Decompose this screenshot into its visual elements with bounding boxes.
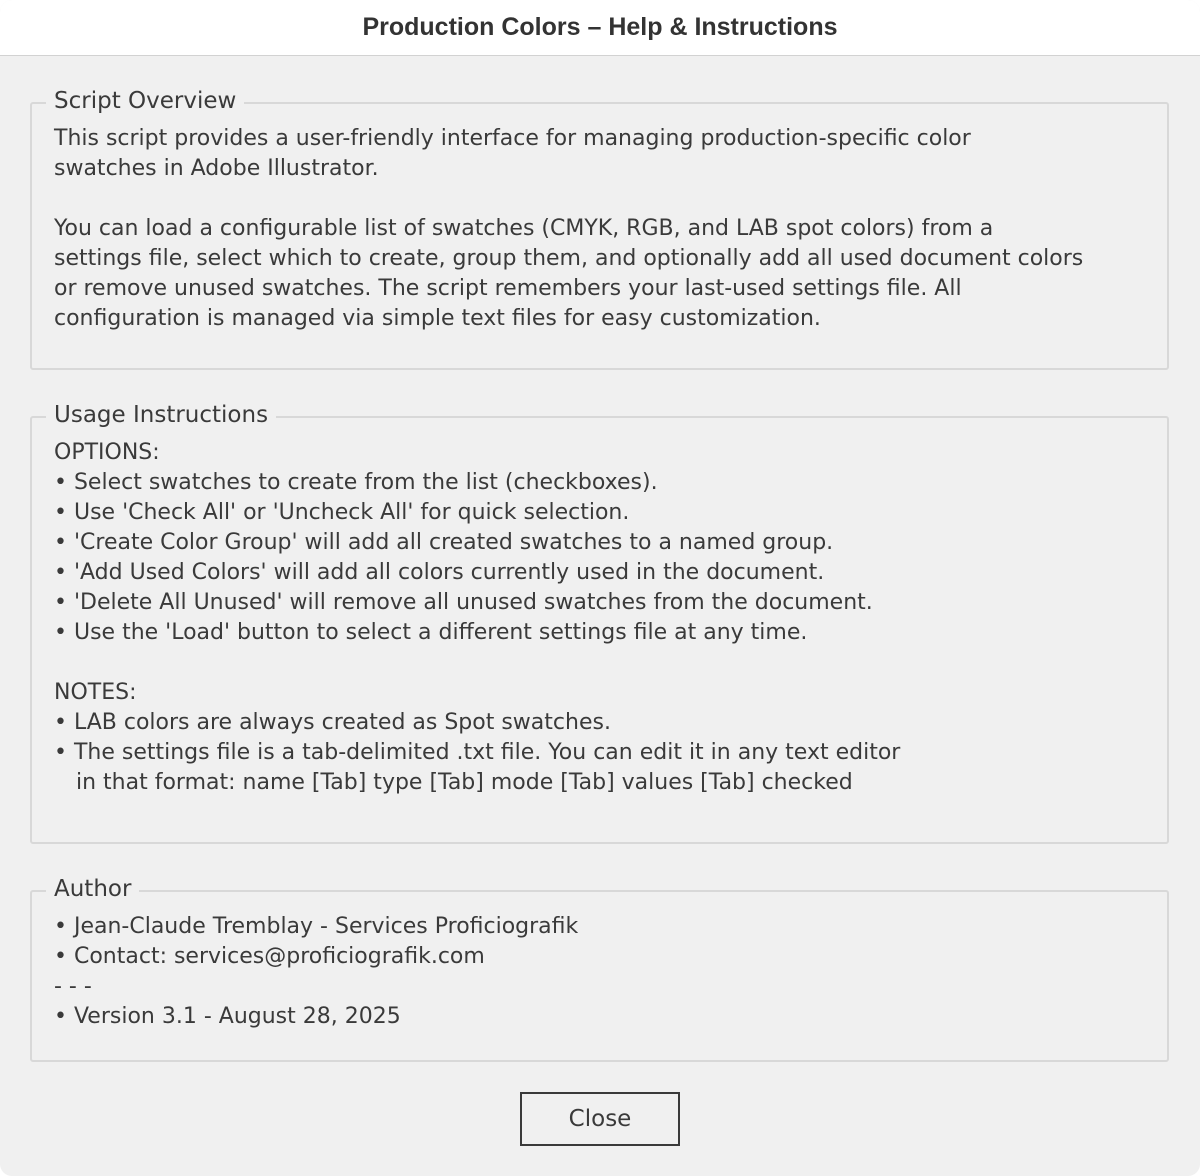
option-item: • Use 'Check All' or 'Uncheck All' for quick selection. [54,500,630,525]
close-button[interactable]: Close [520,1092,680,1146]
usage-instructions-panel [30,402,1169,844]
script-overview-text [54,124,1149,334]
script-overview-label: Script Overview [46,84,244,118]
overview-line: This script provides a user-friendly interface for managing production-specific color [54,126,971,151]
usage-instructions-label: Usage Instructions [46,398,276,432]
author-contact: • Contact: services@proficiografik.com [54,944,485,969]
option-item: • 'Add Used Colors' will add all colors currently used in the document. [54,560,825,585]
option-item: • 'Delete All Unused' will remove all unused swatches from the document. [54,590,873,615]
overview-line: You can load a configurable list of swatches (CMYK, RGB, and LAB spot colors) from a [54,216,994,241]
option-item: • Select swatches to create from the list (checkboxes). [54,470,658,495]
notes-heading: NOTES: [54,680,137,705]
overview-line: swatches in Adobe Illustrator. [54,156,379,181]
author-text [54,912,1149,1032]
author-version: • Version 3.1 - August 28, 2025 [54,1004,401,1029]
script-overview-panel [30,88,1169,370]
note-item: • LAB colors are always created as Spot swatches. [54,710,611,735]
window-title: Production Colors – Help & Instructions [362,13,838,41]
options-heading: OPTIONS: [54,440,160,465]
note-item: • The settings file is a tab-delimited .txt file. You can edit it in any text editor [54,740,901,765]
author-name: • Jean-Claude Tremblay - Services Proficiografik [54,914,579,939]
overview-line: settings file, select which to create, group them, and optionally add all used document colors [54,246,1084,271]
usage-instructions-text [54,438,1149,798]
option-item: • Use the 'Load' button to select a different settings file at any time. [54,620,808,645]
overview-line: configuration is managed via simple text files for easy customization. [54,306,821,331]
author-panel [30,876,1169,1062]
author-separator: - - - [54,974,92,999]
author-label: Author [46,872,139,906]
overview-line: or remove unused swatches. The script remembers your last-used settings file. All [54,276,962,301]
option-item: • 'Create Color Group' will add all created swatches to a named group. [54,530,834,555]
title-bar [0,0,1200,56]
note-item-continuation: in that format: name [Tab] type [Tab] mode [Tab] values [Tab] checked [76,770,853,795]
